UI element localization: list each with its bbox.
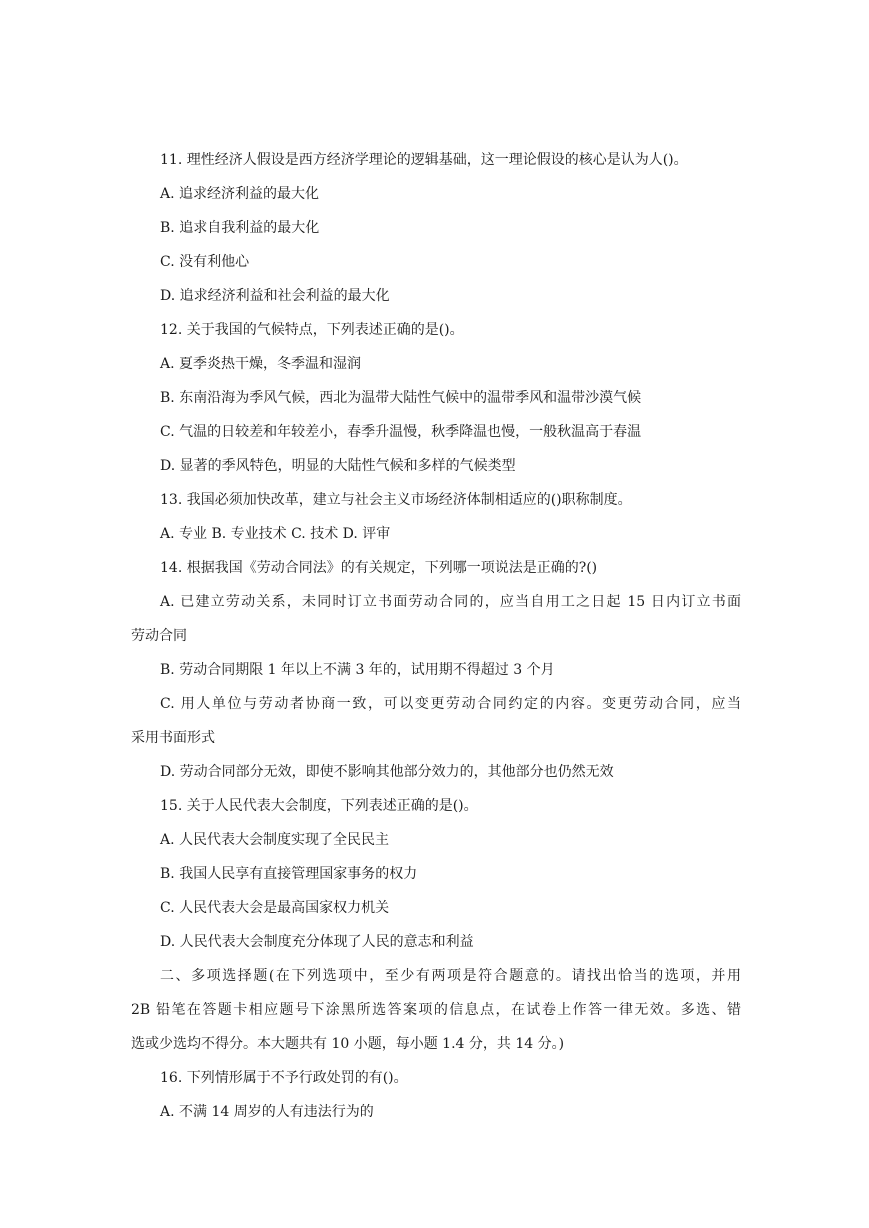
question-15-option-b: B. 我国人民享有直接管理国家事务的权力: [160, 866, 418, 882]
question-11-option-b: B. 追求自我利益的最大化: [160, 220, 320, 236]
question-14-stem: 14. 根据我国《劳动合同法》的有关规定，下列哪一项说法是正确的?(): [160, 560, 598, 576]
section-2-instructions-line2: 2B 铅笔在答题卡相应题号下涂黑所选答案项的信息点，在试卷上作答一律无效。多选、错: [131, 1002, 741, 1018]
section-2-instructions-line3: 选或少选均不得分。本大题共有 10 小题，每小题 1.4 分，共 14 分。): [131, 1036, 565, 1052]
question-12-option-d: D. 显著的季风特色，明显的大陆性气候和多样的气候类型: [160, 458, 516, 474]
question-14-option-c-line2: 采用书面形式: [131, 730, 215, 746]
question-12-option-a: A. 夏季炎热干燥，冬季温和湿润: [160, 356, 362, 372]
question-15-stem: 15. 关于人民代表大会制度，下列表述正确的是()。: [160, 798, 478, 814]
question-12-stem: 12. 关于我国的气候特点，下列表述正确的是()。: [160, 322, 464, 338]
question-14-option-d: D. 劳动合同部分无效，即使不影响其他部分效力的，其他部分也仍然无效: [160, 764, 614, 780]
question-13-stem: 13. 我国必须加快改革，建立与社会主义市场经济体制相适应的()职称制度。: [160, 492, 632, 508]
section-2-instructions-line1: 二、多项选择题(在下列选项中，至少有两项是符合题意的。请找出恰当的选项，并用: [160, 968, 741, 984]
question-14-option-a-line1: A. 已建立劳动关系，未同时订立书面劳动合同的，应当自用工之日起 15 日内订立书面: [160, 594, 741, 610]
question-14-option-b: B. 劳动合同期限 1 年以上不满 3 年的，试用期不得超过 3 个月: [160, 662, 555, 678]
question-14-option-c-line1: C. 用人单位与劳动者协商一致，可以变更劳动合同约定的内容。变更劳动合同，应当: [160, 696, 741, 712]
question-11-stem: 11. 理性经济人假设是西方经济学理论的逻辑基础，这一理论假设的核心是认为人()。: [160, 152, 688, 168]
question-12-option-c: C. 气温的日较差和年较差小，春季升温慢，秋季降温也慢，一般秋温高于春温: [160, 424, 642, 440]
question-11-option-d: D. 追求经济利益和社会利益的最大化: [160, 288, 390, 304]
question-16-stem: 16. 下列情形属于不予行政处罚的有()。: [160, 1070, 408, 1086]
document-body: [131, 143, 741, 1129]
question-14-option-a-line2: 劳动合同: [131, 628, 187, 644]
question-16-option-a: A. 不满 14 周岁的人有违法行为的: [160, 1104, 374, 1120]
question-11-option-a: A. 追求经济利益的最大化: [160, 186, 320, 202]
question-15-option-a: A. 人民代表大会制度实现了全民民主: [160, 832, 390, 848]
question-15-option-c: C. 人民代表大会是最高国家权力机关: [160, 900, 390, 916]
question-12-option-b: B. 东南沿海为季风气候，西北为温带大陆性气候中的温带季风和温带沙漠气候: [160, 390, 642, 406]
question-11-option-c: C. 没有利他心: [160, 254, 250, 270]
question-13-options: A. 专业 B. 专业技术 C. 技术 D. 评审: [160, 526, 391, 542]
question-15-option-d: D. 人民代表大会制度充分体现了人民的意志和利益: [160, 934, 474, 950]
